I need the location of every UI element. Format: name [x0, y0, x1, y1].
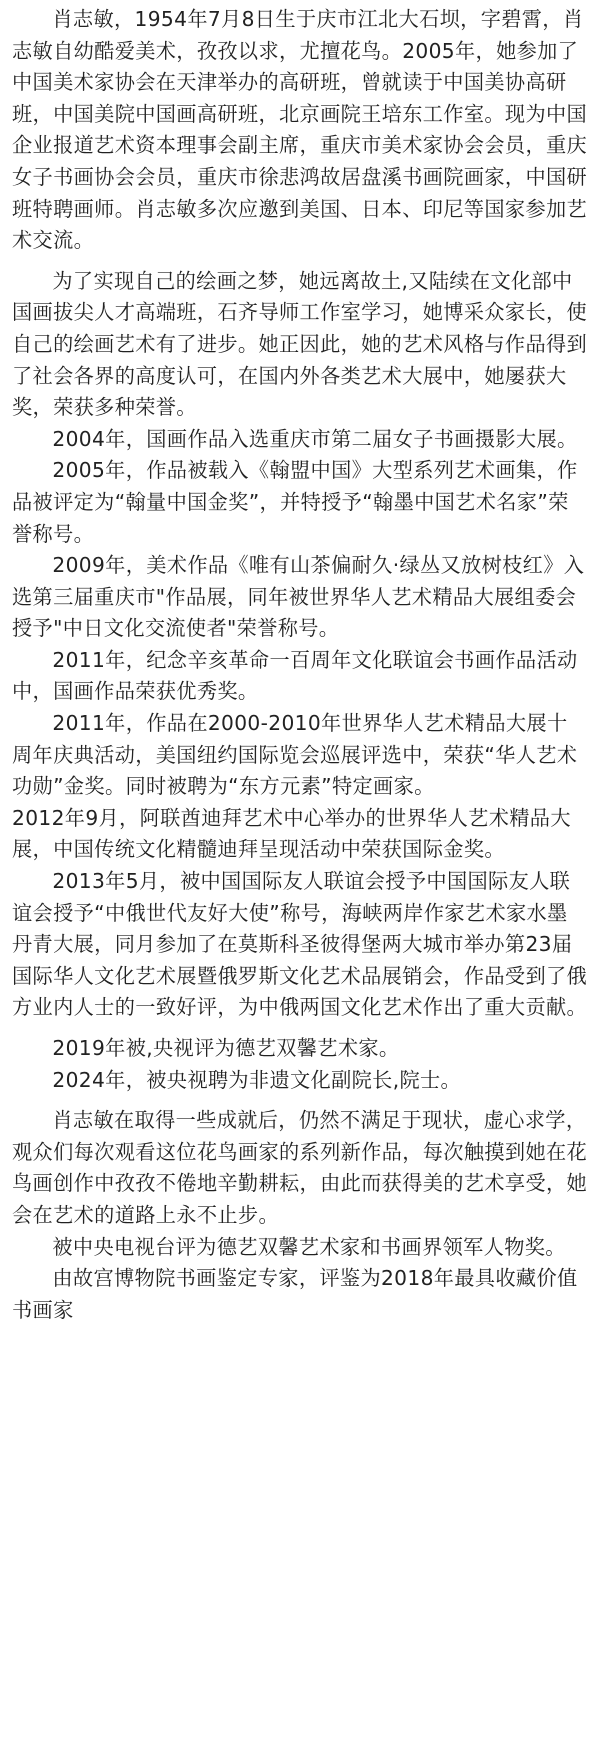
paragraph-award-2013: 2013年5月，被中国国际友人联谊会授予中国国际友人联谊会授予“中俄世代友好大使”称号，海峡两岸作家艺术家水墨丹青大展，同月参加了在莫斯科圣彼得堡两大城市举办第23届国际华人文化艺术展暨俄罗斯文化艺术品展销会，作品受到了俄方业内人士的一致好评，为中俄两国文化艺术作出了重大贡献。	[12, 869, 588, 1020]
paragraph-award-2004: 2004年，国画作品入选重庆市第二届女子书画摄影大展。	[52, 426, 578, 451]
paragraph-award-2024: 2024年，被央视聘为非遗文化副院长,院士。	[52, 1067, 462, 1092]
paragraph-award-2019: 2019年被,央视评为德艺双馨艺术家。	[52, 1036, 400, 1060]
paragraph-closing: 肖志敏在取得一些成就后，仍然不满足于现状，虚心求学，观众们每次观看这位花鸟画家的系列新作品，每次触摸到她在花鸟画创作中孜孜不倦地辛勤耕耘，由此而获得美的艺术享受，她会在艺术的道路上永不止步。	[12, 1108, 588, 1227]
paragraph-bio-intro: 肖志敏，1954年7月8日生于庆市江北大石坝，字碧霄，肖志敏自幼酷爱美术，孜孜以求，尤擅花鸟。2005年，她参加了中国美术家协会在天津举办的高研班，曾就读于中国美协高研班，中国美院中国画高研班，北京画院王培东工作室。现为中国企业报道艺术资本理事会副主席，重庆市美术家协会会员，重庆女子书画协会会员，重庆市徐悲鸿故居盘溪书画院画家，中国研班特聘画师。肖志敏多次应邀到美国、日本、印尼等国家参加艺术交流。	[12, 7, 588, 253]
paragraph-award-2011-b: 2011年，作品在2000-2010年世界华人艺术精品大展十周年庆典活动，美国纽约国际览会巡展评选中，荣获“华人艺术功勋”金奖。同时被聘为“东方元素”特定画家。	[12, 711, 578, 799]
paragraph-palace-museum: 由故宫博物院书画鉴定专家，评鉴为2018年最具收藏价值书画家	[12, 1266, 578, 1322]
paragraph-award-2012: 2012年9月，阿联酋迪拜艺术中心举办的世界华人艺术精品大展，中国传统文化精髓迪拜呈现活动中荣获国际金奖。	[12, 805, 571, 862]
paragraph-art-journey: 为了实现自己的绘画之梦，她远离故土,又陆续在文化部中国画拔尖人才高端班，石齐导师工作室学习，她博采众家长，使自己的绘画艺术有了进步。她正因此，她的艺术风格与作品得到了社会各界的高度认可，在国内外各类艺术大展中，她屡获大奖，荣获多种荣誉。	[12, 268, 588, 420]
paragraph-award-2011-a: 2011年，纪念辛亥革命一百周年文化联谊会书画作品活动中，国画作品荣获优秀奖。	[12, 647, 578, 704]
paragraph-cctv-honor: 被中央电视台评为德艺双馨艺术家和书画界领军人物奖。	[52, 1234, 566, 1259]
paragraph-award-2005: 2005年，作品被载入《翰盟中国》大型系列艺术画集，作品被评定为“翰量中国金奖”，并特授予“翰墨中国艺术名家”荣誉称号。	[12, 458, 578, 546]
paragraph-award-2009: 2009年，美术作品《唯有山茶偏耐久·绿丛又放树枝红》入选第三届重庆市"作品展，同年被世界华人艺术精品大展组委会授予"中日文化交流使者"荣誉称号。	[12, 553, 585, 641]
